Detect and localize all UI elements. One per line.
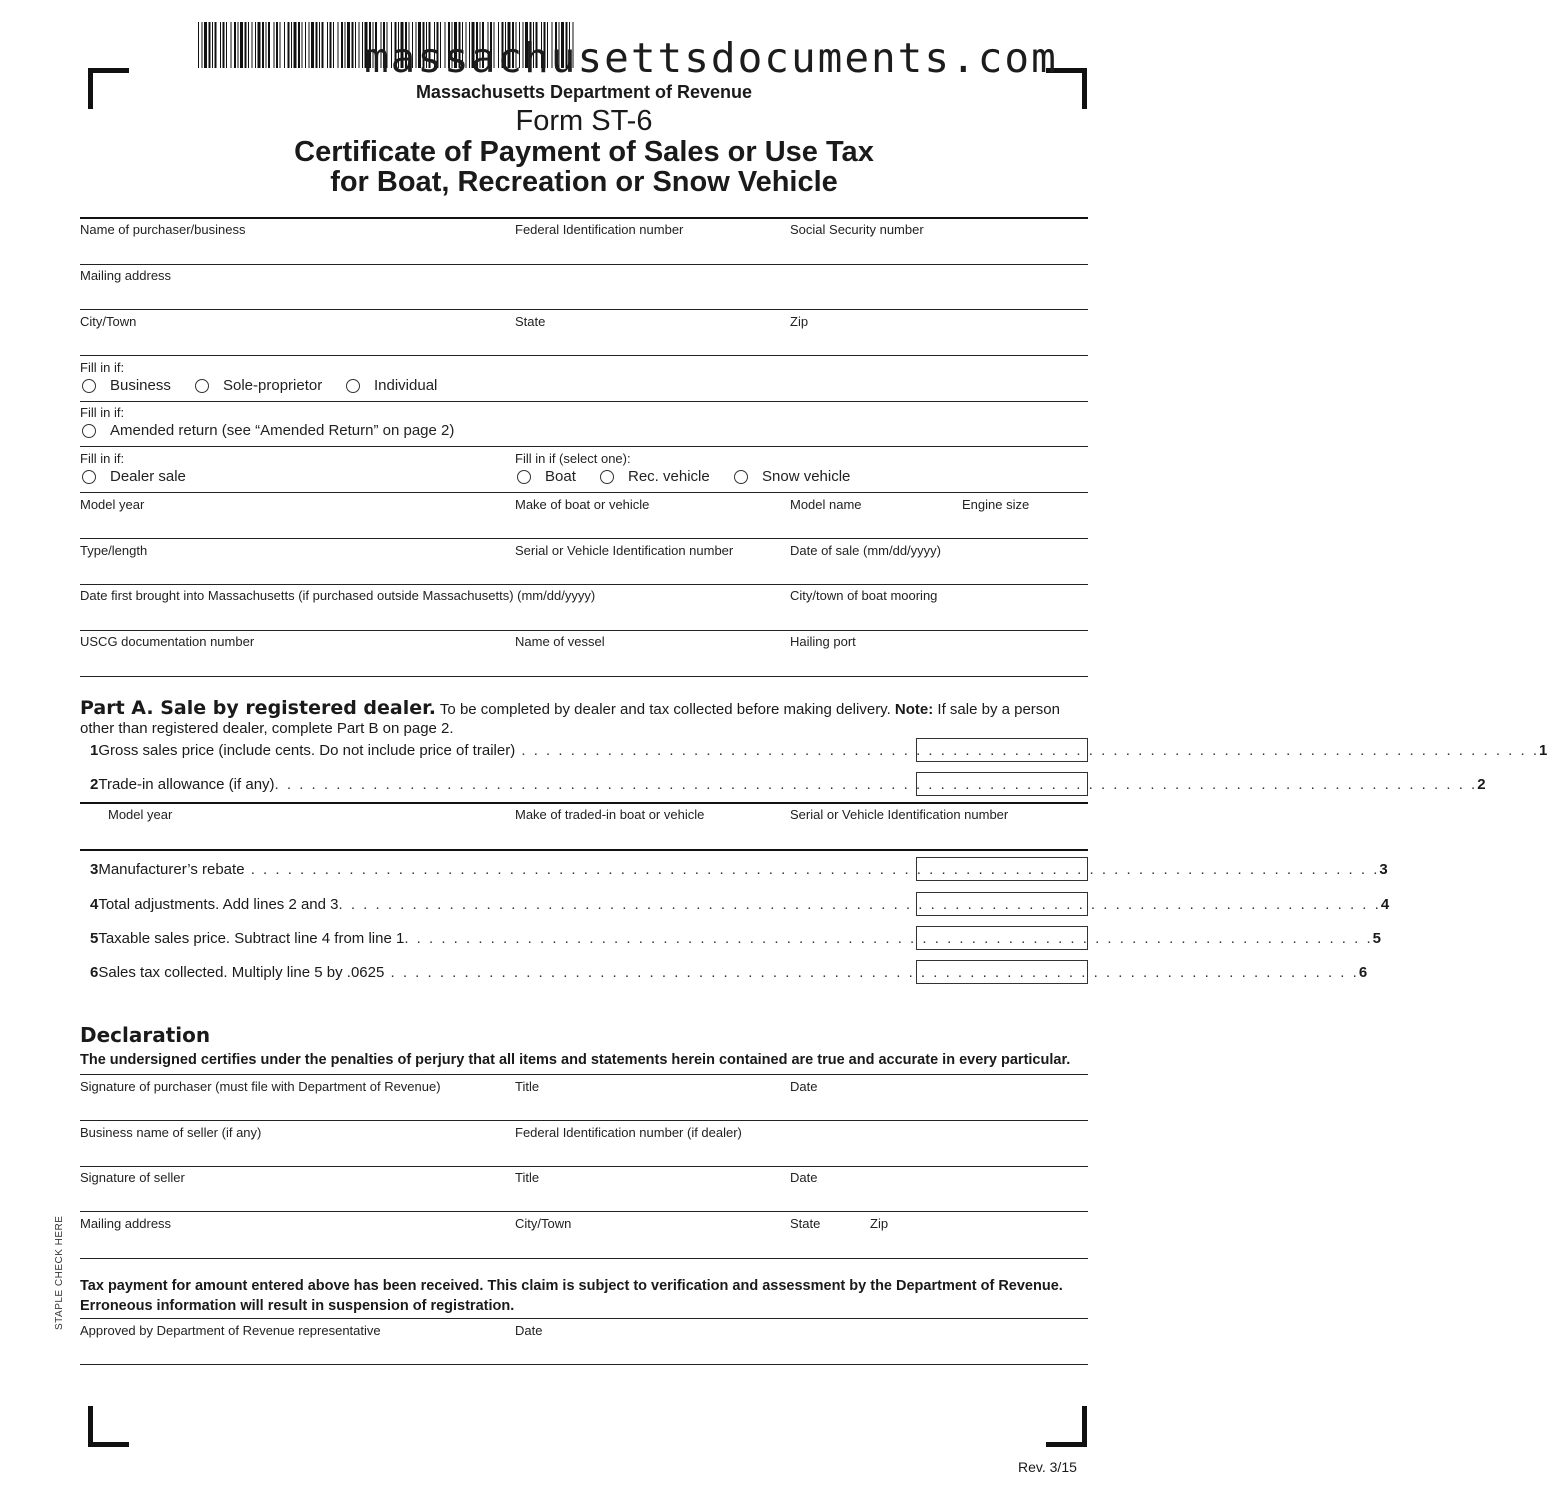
purchaser-date-field[interactable]: Date — [790, 1079, 818, 1094]
ssn-field[interactable]: Social Security number — [790, 222, 924, 237]
divider — [80, 802, 1088, 804]
crop-mark-bottom-left — [88, 1406, 129, 1447]
line-1-input[interactable] — [916, 738, 1088, 762]
rec-vehicle-radio[interactable]: Rec. vehicle — [600, 468, 710, 485]
radio-circle-icon — [600, 470, 614, 484]
divider — [80, 492, 1088, 493]
crop-mark-bottom-right — [1046, 1406, 1087, 1447]
divider — [80, 309, 1088, 310]
divider — [80, 630, 1088, 631]
divider — [80, 355, 1088, 356]
radio-circle-icon — [517, 470, 531, 484]
line-6-input[interactable] — [916, 960, 1088, 984]
form-title-line2: for Boat, Recreation or Snow Vehicle — [330, 166, 838, 198]
divider — [80, 1318, 1088, 1319]
staple-check-label: STAPLE CHECK HERE — [54, 1215, 65, 1330]
dealer-sale-radio[interactable]: Dealer sale — [82, 468, 186, 485]
model-year-field[interactable]: Model year — [80, 497, 145, 512]
divider — [80, 676, 1088, 677]
divider — [80, 849, 1088, 851]
engine-size-field[interactable]: Engine size — [962, 497, 1030, 512]
tradein-model-year-field[interactable]: Model year — [108, 807, 173, 822]
purchaser-signature-field[interactable]: Signature of purchaser (must file with Department of Revenue) — [80, 1079, 441, 1094]
divider — [80, 1258, 1088, 1259]
seller-title-field[interactable]: Title — [515, 1170, 540, 1185]
part-a-intro: other than registered dealer, complete Part B on page 2. — [80, 720, 454, 737]
individual-radio[interactable]: Individual — [346, 377, 437, 394]
divider — [80, 538, 1088, 539]
revision-label: Rev. 3/15 — [1018, 1459, 1077, 1475]
divider — [80, 1166, 1088, 1167]
snow-vehicle-radio[interactable]: Snow vehicle — [734, 468, 850, 485]
type-length-field[interactable]: Type/length — [80, 543, 148, 558]
city-town-field[interactable]: City/Town — [80, 314, 137, 329]
erroneous-info-statement: Erroneous information will result in suspension of registration. — [80, 1298, 515, 1314]
fill-in-if-label: Fill in if: — [80, 405, 125, 420]
divider — [80, 1364, 1088, 1365]
line-5-row: 5 Taxable sales price. Subtract line 4 from line 1 . . . . . . . . . . . . . . . . . . . . . . . . . . . . . . . . . . . . . . . . . . . . . . . . . . . . . . . . . . . . . . . . . . . . . . . . . . . . . . . 5 — [90, 930, 1381, 947]
radio-circle-icon — [82, 424, 96, 438]
divider — [80, 1074, 1088, 1075]
zip-field[interactable]: Zip — [790, 314, 809, 329]
line-1-row: 1 Gross sales price (include cents. Do not include price of trailer) . . . . . . . . . . . . . . . . . . . . . . . . . . . . . . . . . . . . . . . . . . . . . . . . . . . . . . . . . . . . . . . . . . . . . . . . . . . . . . . . . . . 1 — [90, 742, 1547, 759]
seller-state-field[interactable]: State — [790, 1216, 821, 1231]
purchaser-title-field[interactable]: Title — [515, 1079, 540, 1094]
seller-zip-field[interactable]: Zip — [870, 1216, 889, 1231]
radio-circle-icon — [82, 379, 96, 393]
form-title-line1: Certificate of Payment of Sales or Use Tax — [294, 136, 874, 168]
watermark-text: massachusettsdocuments.com — [364, 34, 1058, 82]
seller-city-field[interactable]: City/Town — [515, 1216, 572, 1231]
uscg-field[interactable]: USCG documentation number — [80, 634, 255, 649]
fill-in-if-label: Fill in if: — [80, 360, 125, 375]
hailing-port-field[interactable]: Hailing port — [790, 634, 856, 649]
line-6-row: 6 Sales tax collected. Multiply line 5 by .0625 . . . . . . . . . . . . . . . . . . . . . . . . . . . . . . . . . . . . . . . . . . . . . . . . . . . . . . . . . . . . . . . . . . . . . . . . . . . . . . . 6 — [90, 964, 1368, 981]
seller-date-field[interactable]: Date — [790, 1170, 818, 1185]
dor-approval-date-field[interactable]: Date — [515, 1323, 543, 1338]
line-3-row: 3 Manufacturer’s rebate . . . . . . . . . . . . . . . . . . . . . . . . . . . . . . . . . . . . . . . . . . . . . . . . . . . . . . . . . . . . . . . . . . . . . . . . . . . . . . . . . . . . . . . . . . . . 3 — [90, 861, 1388, 878]
tradein-make-field[interactable]: Make of traded-in boat or vehicle — [515, 807, 705, 822]
purchaser-name-field[interactable]: Name of purchaser/business — [80, 222, 246, 237]
vessel-name-field[interactable]: Name of vessel — [515, 634, 605, 649]
fein-field[interactable]: Federal Identification number — [515, 222, 684, 237]
radio-circle-icon — [195, 379, 209, 393]
fill-select-one-label: Fill in if (select one): — [515, 451, 631, 466]
dor-approval-field[interactable]: Approved by Department of Revenue representative — [80, 1323, 381, 1338]
radio-circle-icon — [346, 379, 360, 393]
declaration-statement: The undersigned certifies under the penalties of perjury that all items and statements herein contained are true and accurate in every particular. — [80, 1052, 1071, 1068]
line-4-input[interactable] — [916, 892, 1088, 916]
date-first-brought-field[interactable]: Date first brought into Massachusetts (if purchased outside Massachusetts) (mm/dd/yyyy) — [80, 588, 596, 603]
divider — [80, 401, 1088, 402]
date-of-sale-field[interactable]: Date of sale (mm/dd/yyyy) — [790, 543, 941, 558]
seller-fein-field[interactable]: Federal Identification number (if dealer) — [515, 1125, 742, 1140]
sole-proprietor-radio[interactable]: Sole-proprietor — [195, 377, 322, 394]
radio-circle-icon — [734, 470, 748, 484]
line-3-input[interactable] — [916, 857, 1088, 881]
radio-circle-icon — [82, 470, 96, 484]
mooring-field[interactable]: City/town of boat mooring — [790, 588, 938, 603]
mailing-address-field[interactable]: Mailing address — [80, 268, 172, 283]
declaration-heading: Declaration — [80, 1023, 211, 1047]
fill-in-if-label: Fill in if: — [80, 451, 125, 466]
divider — [80, 446, 1088, 447]
line-2-row: 2 Trade-in allowance (if any) . . . . . . . . . . . . . . . . . . . . . . . . . . . . . . . . . . . . . . . . . . . . . . . . . . . . . . . . . . . . . . . . . . . . . . . . . . . . . . . . . . . . . . . . . . . . . . . . . . 2 — [90, 776, 1486, 793]
divider — [80, 1211, 1088, 1212]
seller-mailing-field[interactable]: Mailing address — [80, 1216, 172, 1231]
tradein-serial-field[interactable]: Serial or Vehicle Identification number — [790, 807, 1009, 822]
make-field[interactable]: Make of boat or vehicle — [515, 497, 650, 512]
divider — [80, 217, 1088, 219]
divider — [80, 264, 1088, 265]
divider — [80, 1120, 1088, 1121]
seller-business-field[interactable]: Business name of seller (if any) — [80, 1125, 262, 1140]
form-number: Form ST-6 — [515, 105, 653, 137]
tax-payment-statement: Tax payment for amount entered above has been received. This claim is subject to verification and assessment by the Department of Revenue. — [80, 1278, 1063, 1294]
business-radio[interactable]: Business — [82, 377, 171, 394]
model-name-field[interactable]: Model name — [790, 497, 862, 512]
line-5-input[interactable] — [916, 926, 1088, 950]
state-field[interactable]: State — [515, 314, 546, 329]
amended-return-radio[interactable]: Amended return (see “Amended Return” on page 2) — [82, 422, 454, 439]
department-name: Massachusetts Department of Revenue — [415, 82, 753, 102]
boat-radio[interactable]: Boat — [517, 468, 576, 485]
divider — [80, 584, 1088, 585]
line-4-row: 4 Total adjustments. Add lines 2 and 3 . . . . . . . . . . . . . . . . . . . . . . . . . . . . . . . . . . . . . . . . . . . . . . . . . . . . . . . . . . . . . . . . . . . . . . . . . . . . . . . . . . . . . 4 — [90, 896, 1390, 913]
seller-signature-field[interactable]: Signature of seller — [80, 1170, 185, 1185]
line-2-input[interactable] — [916, 772, 1088, 796]
part-a-heading: Part A. Sale by registered dealer. To be completed by dealer and tax collected before making delivery. Note: If sale by a person — [80, 697, 1060, 719]
serial-vin-field[interactable]: Serial or Vehicle Identification number — [515, 543, 734, 558]
